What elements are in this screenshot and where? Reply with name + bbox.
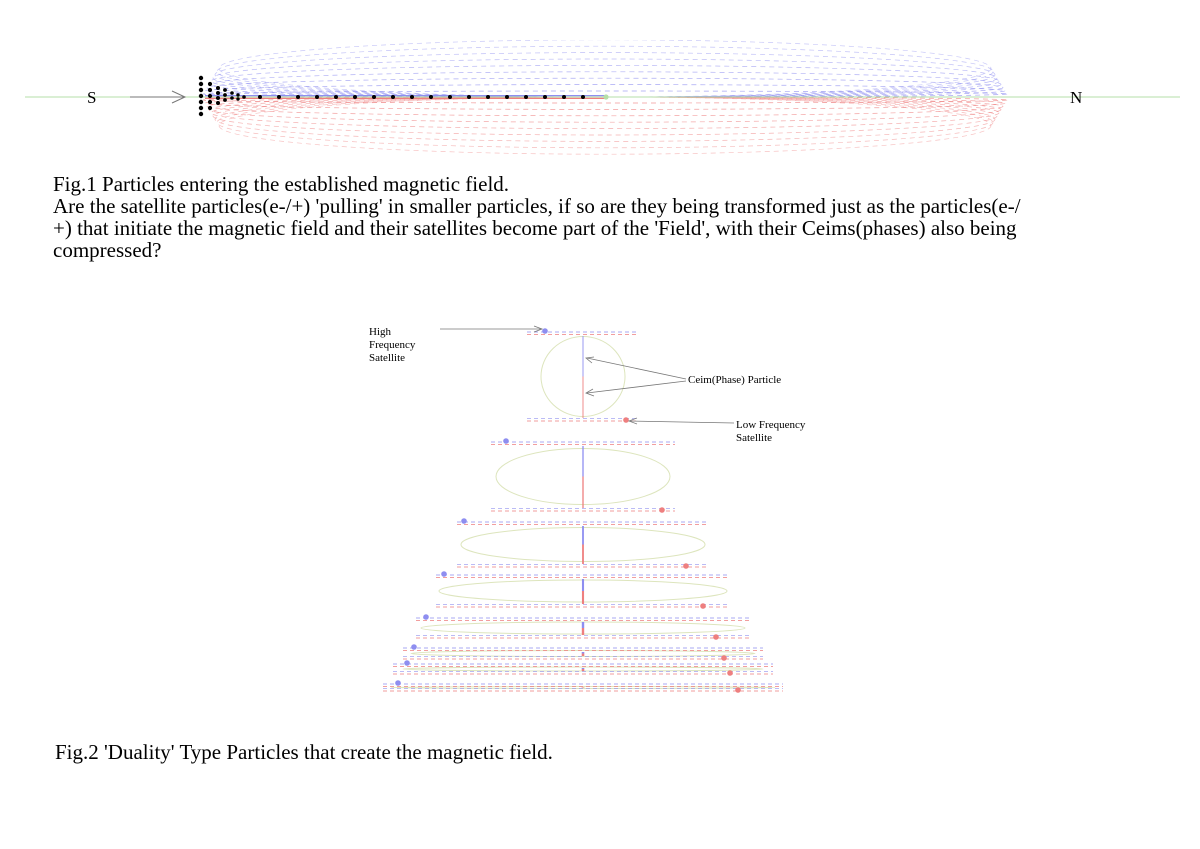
fig1-particle (199, 100, 203, 104)
fig1-particle (208, 100, 212, 104)
fig1-particle (208, 88, 212, 92)
label-high-frequency-satellite: High Frequency Satellite (369, 326, 416, 364)
fig2-caption: Fig.2 'Duality' Type Particles that create the magnetic field. (55, 740, 553, 764)
fig1-field-loop-north (207, 78, 1003, 97)
fig2-low-frequency-satellite (623, 417, 629, 423)
fig1-green-particle (603, 94, 608, 99)
fig1-particle (199, 94, 203, 98)
label-ceim-phase-particle: Ceim(Phase) Particle (688, 374, 782, 386)
fig1-field-loop-north (219, 40, 991, 97)
fig1-particle (216, 86, 220, 90)
fig1-particle (581, 95, 585, 99)
fig1-field-loop-south (211, 97, 999, 129)
fig1-particle (334, 95, 338, 99)
fig1-field-loop-north (211, 65, 999, 97)
fig1-particle (467, 95, 471, 99)
fig1-particle (199, 82, 203, 86)
fig1-particle (353, 95, 357, 99)
fig1-particle (258, 95, 262, 99)
fig1-particle (216, 96, 220, 100)
pole-north-label: N (1070, 88, 1083, 107)
fig1-particle (242, 95, 246, 99)
fig1-caption-title: Fig.1 Particles entering the established magnetic field. (53, 172, 510, 196)
fig1-caption (53, 173, 1163, 261)
fig1-particle (223, 93, 227, 97)
fig1-particle (208, 106, 212, 110)
fig1-particle (216, 101, 220, 105)
fig1-particle (410, 95, 414, 99)
fig1-particle (223, 88, 227, 92)
fig1-particle (277, 95, 281, 99)
fig1-particle (236, 97, 239, 100)
fig2-high-frequency-satellite (542, 328, 548, 334)
fig2-high-frequency-satellite (441, 571, 447, 577)
fig1-particle (448, 95, 452, 99)
fig2-high-frequency-satellite (423, 614, 429, 620)
fig1-particle (429, 95, 433, 99)
fig2-low-frequency-satellite (735, 687, 741, 693)
fig1-particle (199, 88, 203, 92)
fig1-particle (208, 94, 212, 98)
fig1-particle (562, 95, 566, 99)
pole-south-label: S (87, 88, 97, 107)
fig1-particle (223, 98, 227, 102)
fig1-field-loop-south (207, 97, 1003, 116)
fig2-low-frequency-satellite (713, 634, 719, 640)
fig2-low-frequency-satellite (700, 603, 706, 609)
fig1-particle (315, 95, 319, 99)
fig2-high-frequency-satellite (503, 438, 509, 444)
fig1-particle (505, 95, 509, 99)
fig1-particle (372, 95, 376, 99)
fig1-caption-line: +) that initiate the magnetic field and their satellites become part of the 'Field', with their Ceims(phases) also being (53, 216, 1017, 240)
fig1-particle (391, 95, 395, 99)
label-low-frequency-satellite: Low Frequency Satellite (736, 419, 806, 444)
fig1-particle (208, 82, 212, 86)
fig2-low-frequency-satellite (683, 563, 689, 569)
fig2-high-frequency-satellite (404, 660, 410, 666)
fig1-particle (296, 95, 300, 99)
fig1-field-loop-south (219, 97, 991, 154)
fig1-magnetic-field-diagram (0, 40, 1200, 160)
fig2-low-frequency-satellite (721, 655, 727, 661)
fig1-caption-line: Are the satellite particles(e-/+) 'pulling' in smaller particles, if so are they being transformed just as the particles(e-/ (53, 194, 1021, 218)
fig2-high-frequency-satellite (461, 518, 467, 524)
fig1-particle (524, 95, 528, 99)
fig2-low-frequency-satellite (727, 670, 733, 676)
fig1-particle (230, 96, 234, 100)
fig2-high-frequency-satellite (395, 680, 401, 686)
fig1-entry-arrow (130, 91, 185, 103)
fig1-particle (199, 76, 203, 80)
fig1-particle (216, 91, 220, 95)
fig2-low-frequency-satellite (659, 507, 665, 513)
fig1-caption-line: compressed? (53, 238, 162, 262)
fig2-high-frequency-satellite (411, 644, 417, 650)
fig1-particle (230, 91, 234, 95)
fig1-field-loop-south (215, 97, 995, 141)
fig1-particle (199, 106, 203, 110)
fig1-particle (199, 112, 203, 116)
fig1-particle (543, 95, 547, 99)
fig1-particle (236, 93, 239, 96)
fig1-particle (486, 95, 490, 99)
